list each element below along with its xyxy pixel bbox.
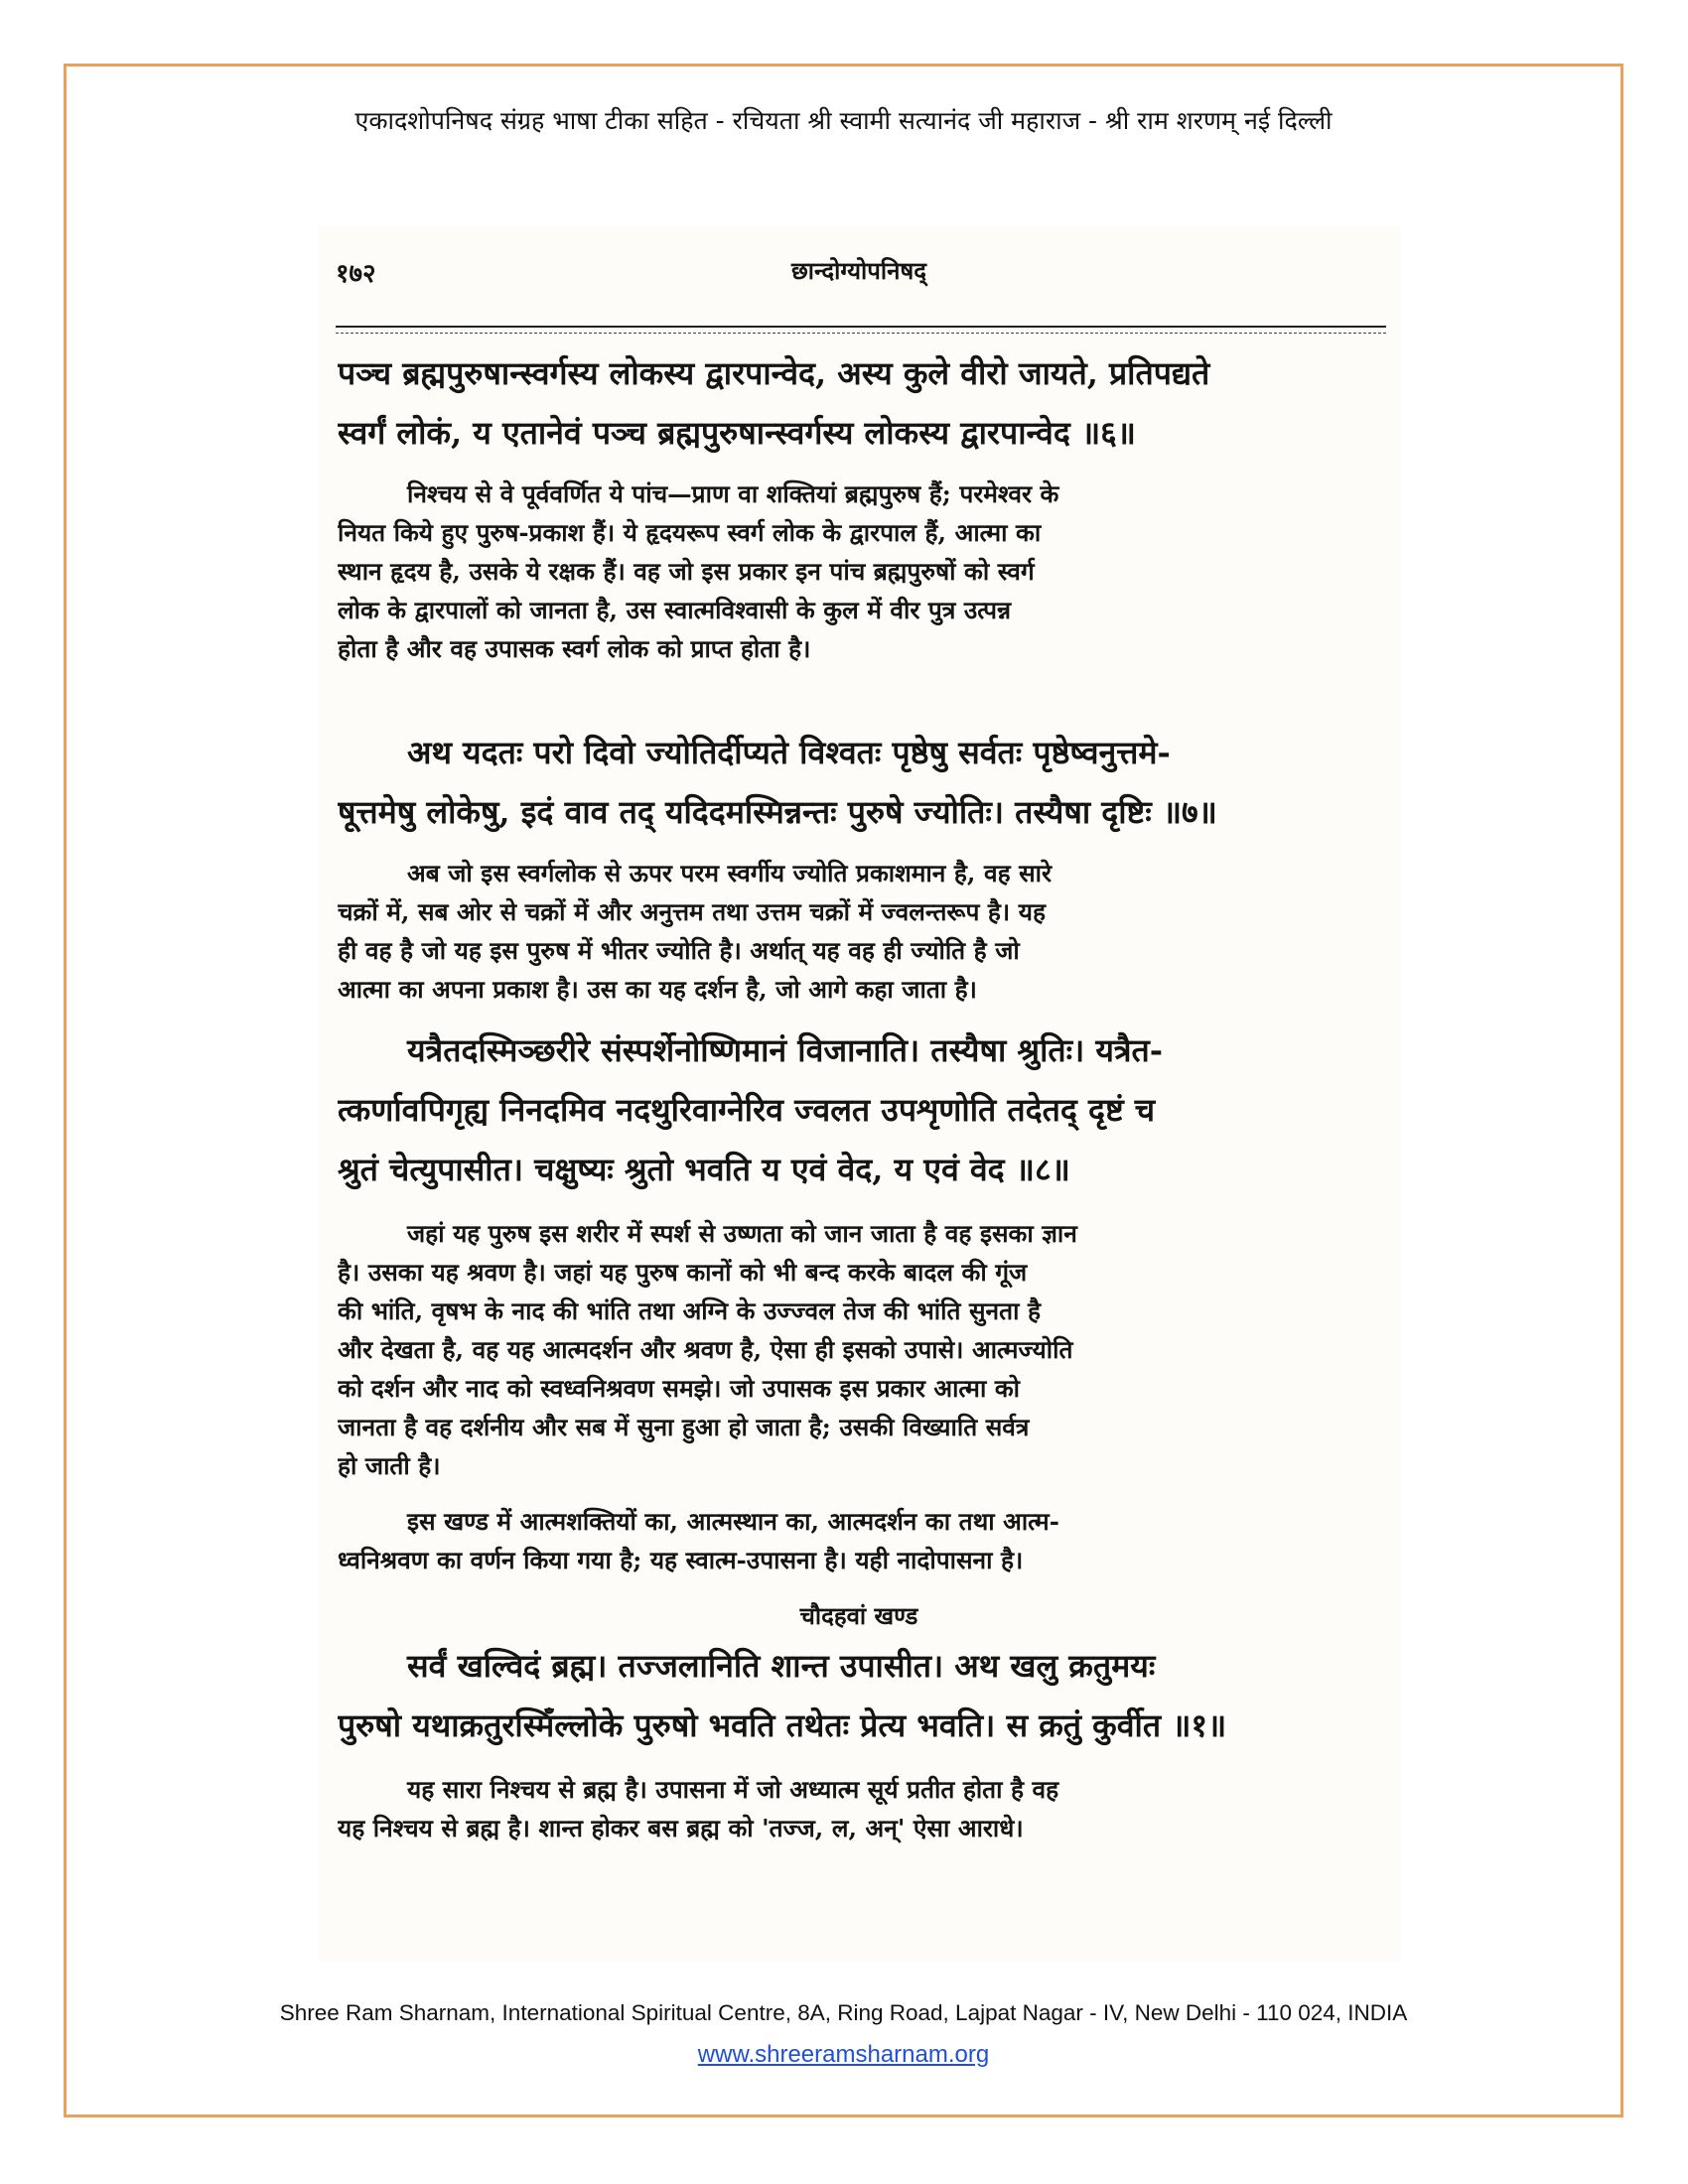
verse-line: सर्वं खल्विदं ब्रह्म। तज्जलानिति शान्त उपासीत। अथ खलु क्रतुमयः [407, 1647, 1156, 1685]
commentary-14-1 [338, 1770, 1388, 1847]
commentary-line: की भांति, वृषभ के नाद की भांति तथा अग्नि के उज्ज्वल तेज की भांति सुनता है [338, 1297, 1042, 1325]
running-title: छान्दोग्योपनिषद् [790, 256, 927, 285]
commentary-line: यह निश्चय से ब्रह्म है। शान्त होकर बस ब्रह्म को 'तज्ज, ल, अन्' ऐसा आराधे। [338, 1814, 1024, 1843]
commentary-line: ध्वनिश्रवण का वर्णन किया गया है; यह स्वात्म-उपासना है। यही नादोपासना है। [338, 1546, 1024, 1574]
verse-8 [338, 1021, 1388, 1199]
verse-line: श्रुतं चेत्युपासीत। चक्षुष्यः श्रुतो भवति य एवं वेद, य एवं वेद ॥८॥ [338, 1151, 1070, 1188]
commentary-line: और देखता है, वह यह आत्मदर्शन और श्रवण है, ऐसा ही इसको उपासे। आत्मज्योति [338, 1335, 1073, 1364]
verse-line: स्वर्गं लोकं, य एतानेवं पञ्च ब्रह्मपुरुषान्स्वर्गस्य लोकस्य द्वारपान्वेद ॥६॥ [338, 414, 1136, 452]
footer-address: Shree Ram Sharnam, International Spiritual Centre, 8A, Ring Road, Lajpat Nagar - IV, New Delhi - 110 024, INDIA [279, 2000, 1408, 2025]
page-number: १७२ [336, 259, 376, 289]
document-header: एकादशोपनिषद संग्रह भाषा टीका सहित - रचियता श्री स्वामी सत्यानंद जी महाराज - श्री राम शरणम् नई दिल्ली [354, 106, 1333, 135]
commentary-line: इस खण्ड में आत्मशक्तियों का, आत्मस्थान का, आत्मदर्शन का तथा आत्म- [407, 1507, 1059, 1536]
commentary-7 [338, 854, 1388, 1009]
commentary-line: जानता है वह दर्शनीय और सब में सुना हुआ हो जाता है; उसकी विख्याति सर्वत्र [338, 1413, 1030, 1441]
commentary-line: को दर्शन और नाद को स्वध्वनिश्रवण समझे। जो उपासक इस प्रकार आत्मा को [338, 1374, 1020, 1403]
commentary-line: होता है और वह उपासक स्वर्ग लोक को प्राप्त होता है। [338, 634, 811, 663]
commentary-line: है। उसका यह श्रवण है। जहां यह पुरुष कानों को भी बन्द करके बादल की गूंज [338, 1258, 1028, 1287]
commentary-line: नियत किये हुए पुरुष-प्रकाश हैं। ये हृदयरूप स्वर्ग लोक के द्वारपाल हैं, आत्मा का [338, 518, 1042, 547]
commentary-line: हो जाती है। [338, 1451, 441, 1480]
header-rule [336, 326, 1386, 328]
commentary-line: लोक के द्वारपालों को जानता है, उस स्वात्मविश्वासी के कुल में वीर पुत्र उत्पन्न [338, 596, 1012, 624]
section-summary [338, 1502, 1388, 1579]
verse-14-1 [338, 1636, 1388, 1755]
verse-7 [338, 723, 1388, 842]
scanned-page [318, 226, 1400, 1962]
commentary-line: जहां यह पुरुष इस शरीर में स्पर्श से उष्णता को जान जाता है वह इसका ज्ञान [407, 1219, 1077, 1248]
verse-6 [338, 343, 1388, 463]
verse-line: त्कर्णावपिगृह्य निनदमिव नदथुरिवाग्नेरिव ज्वलत उपशृणोति तदेतद् दृष्टं च [338, 1091, 1156, 1129]
header-rule-dashed [336, 333, 1386, 334]
verse-line: अथ यदतः परो दिवो ज्योतिर्दीप्यते विश्वतः पृष्ठेषु सर्वतः पृष्ठेष्वनुत्तमे- [407, 734, 1171, 771]
commentary-line: अब जो इस स्वर्गलोक से ऊपर परम स्वर्गीय ज्योति प्रकाशमान है, वह सारे [407, 859, 1053, 887]
commentary-line: स्थान हृदय है, उसके ये रक्षक हैं। वह जो इस प्रकार इन पांच ब्रह्मपुरुषों को स्वर्ग [338, 557, 1035, 586]
commentary-line: ही वह है जो यह इस पुरुष में भीतर ज्योति है। अर्थात् यह वह ही ज्योति है जो [338, 936, 1020, 965]
section-heading: चौदहवां खण्ड [799, 1601, 918, 1630]
commentary-8 [338, 1214, 1388, 1485]
verse-line: पुरुषो यथाक्रतुरस्मिँल्लोके पुरुषो भवति तथेतः प्रेत्य भवति। स क्रतुं कुर्वीत ॥१॥ [338, 1706, 1227, 1744]
commentary-line: आत्मा का अपना प्रकाश है। उस का यह दर्शन है, जो आगे कहा जाता है। [338, 975, 977, 1004]
commentary-line: चक्रों में, सब ओर से चक्रों में और अनुत्तम तथा उत्तम चक्रों में ज्वलन्तरूप है। यह [338, 897, 1046, 926]
verse-line: पञ्च ब्रह्मपुरुषान्स्वर्गस्य लोकस्य द्वारपान्वेद, अस्य कुले वीरो जायते, प्रतिपद्यते [338, 354, 1210, 392]
footer-website [64, 2041, 1623, 2069]
verse-line: षूत्तमेषु लोकेषु, इदं वाव तद् यदिदमस्मिन्नन्तः पुरुषे ज्योतिः। तस्यैषा दृष्टिः ॥७॥ [338, 793, 1217, 831]
commentary-line: निश्चय से वे पूर्ववर्णित ये पांच—प्राण वा शक्तियां ब्रह्मपुरुष हैं; परमेश्वर के [407, 479, 1059, 508]
commentary-line: यह सारा निश्चय से ब्रह्म है। उपासना में जो अध्यात्म सूर्य प्रतीत होता है वह [407, 1775, 1059, 1804]
commentary-6 [338, 475, 1388, 668]
website-link[interactable]: www.shreeramsharnam.org [697, 2041, 990, 2068]
verse-line: यत्रैतदस्मिञ्छरीरे संस्पर्शेनोष्णिमानं विजानाति। तस्यैषा श्रुतिः। यत्रैत- [407, 1031, 1164, 1069]
